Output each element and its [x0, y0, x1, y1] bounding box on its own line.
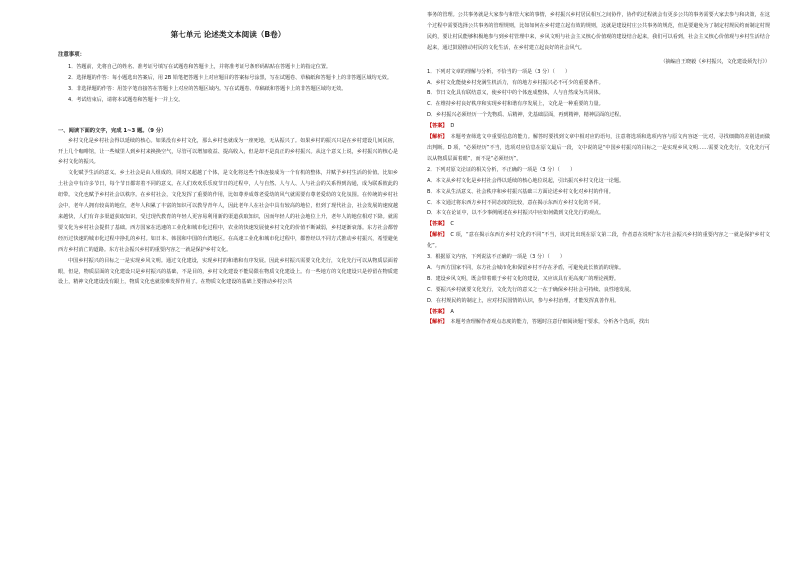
notice-item: 4．考试结束后，请将本试题卷和答题卡一并上交。 [68, 96, 184, 103]
question-stem: 2．下列对原文论证的相关分析，不正确的一项是（3 分）（ ） [427, 166, 576, 173]
question-2 [427, 165, 770, 252]
section-heading: 一、阅读下面的文字，完成 1~3 题。（9 分） [58, 127, 167, 134]
option-b: B．本文从生活意义、社会秩序和乡村振兴基础三方面论述乡村文化对乡村的作用。 [427, 188, 614, 195]
option-c: C．在维持乡村良好秩序和实现乡村和谐有序发展上，文化是一种重要的力量。 [427, 101, 604, 108]
analysis-label: 【解析】 [427, 134, 448, 141]
analysis [427, 317, 770, 328]
option-d: D．在村规民约的制定上，应对村民国情的认识，参与乡村治理，才能发挥真善作用。 [427, 297, 620, 304]
option-c: C．要振兴乡村就要文化先行，文化先行的意义之一在于确保乡村社会可持续、良性地发展。 [427, 286, 635, 293]
analysis-text: 本题考查筛选文中重要信息的能力。解答时要找到文章中相对应的语句，注意将选项和选项内容与原文内容逐一比对，寻找细微的差别进而做出判断。D 项，“必须经历”不当，选项对应信息在原文最后一段，文中说的是“中国乡村振兴的目标之一是实现乡风文明……需要文化先行，文化先行可以从物质层面着眼”，而不是“必须经历”。 [427, 134, 770, 162]
answer-line [427, 219, 770, 230]
analysis-text: C 项，“意在揭示东西方乡村文化的不同”不当，该对比出现在原文第二段，作者意在说明“东方社会振兴乡村的重要内容之一就是保护乡村文化”。 [427, 232, 770, 250]
passage-paragraph: 文化赋予生活的意义。乡土社会是由人组成的，同时又超越了个体，是文化将这些个体连接成为一个有机的整体，并赋予乡村生活的价值。比如乡土社会中有许多节日，每个节日都寄着不同的意义。在人们欢欢乐乐度节日的过程中，人与自然、人与人、人与社会的关系得到沟通，成为联系彼此的纽带。文化也赋予乡村社会以秩序。在乡村社会，文化发挥了重要的作用，比如尊养成尊老爱幼的风气就需要有尊老爱幼的文化氛围。在传统的乡村社会中，老年人拥有较高的地位，老年人积累了丰富的知识可以教导青年人，因此老年人在社会中具有较高的地位，但到了现代社会，社会发展的速度越来越快，人们有许多渠道获取知识，受过现代教育的年轻人更容易利用新的渠道获取知识，因而年轻人的社会地位上升，老年人的地位相对下降。就需要文化为乡村社会提供了基础。西方国家在迅速的工业化和城市化过程中，农业的快速发展使乡村文化的价值不断减弱，乡村逐渐衰落。东方社会都曾经历过快速的城市化过程中挣扎的乡村。如日本、韩国和中国的台湾地区。在高速工业化和城市化过程中，都曾经以不同方式推动乡村振兴，希望避免西方乡村消亡的道路。东方社会振兴乡村的重要内容之一就是保护乡村文化。 [58, 170, 398, 253]
passage-source: （摘编自王晓毅《乡村振兴，文化建设须先行》） [660, 58, 770, 65]
passage-paragraph: 事务的管理。公共事务就是大家参与和管大家的事情，乡村振兴乡村居民相互之间协作，协作的过程就会有更多公共的事务需要大家去参与和决策，在这个过程中需要选择公共事务的管理规则，比如如何在乡村建立起有效的规则，这就是建设村庄公共事务的规范，但是要避免为了制定村规民约而制定村规民约，要让村民能够积极地参与到乡村管理中来，乡风文明与社会主义核心价值观的建设结合起来，我们可以看到，社会主义核心价值观与乡村生活结合起来，通过鼓励推动村民的文化生活，在乡村建立起良好的社会风气。 [427, 12, 770, 51]
notice-heading: 注意事项： [58, 52, 85, 58]
answer-label: 【答案】 [427, 221, 448, 228]
answer-value: A [450, 308, 454, 315]
analysis-label: 【解析】 [427, 319, 448, 326]
answer-line [427, 307, 770, 318]
analysis-text: 本题考查理解作者观点态度的能力，答题时注意仔细阅读题干要求，分析各个选项，找出 [450, 319, 650, 326]
page-title: 第七单元 论述类文本阅读（B卷） [170, 30, 286, 39]
question-3 [427, 252, 770, 328]
option-a: A．乡村文化能使乡村充满生机活力，有的地方乡村振兴必不可少的重要条件。 [427, 79, 604, 86]
question-stem: 1．下列对文章的理解与分析，不恰当的一项是（3 分）（ ） [427, 68, 571, 75]
notice-item: 3．非选择题的作答：用签字笔直接答在答题卡上对应的答题区域内。写在试题卷、草稿纸和答题卡上的非答题区域均无效。 [68, 85, 347, 92]
option-a: A．与西方国家不同，东方社会城市化和保留乡村不存在矛盾，可避免此长彼消的现象。 [427, 264, 625, 271]
analysis-label: 【解析】 [427, 232, 448, 239]
option-d: D．乡村振兴必须经历一个先物质、后精神，先基础层面，再到精神，精神层面的过程。 [427, 112, 625, 119]
option-d: D．本文在论证中，以不少事例阐述在乡村振兴中应如何做到文化先行的观点。 [427, 210, 605, 217]
answer-line [427, 121, 770, 132]
passage-paragraph: 中国乡村振兴的目标之一是实现乡风文明。通过文化建设，实现乡村的和谐和有序发展。因此乡村振兴需要文化先行，文化先行可以从物质层面着眼，但是，物质层面的文化建设只是乡村振兴的基础，不是目的，乡村文化建设不能局限在物质文化建设上。有一些地方的文化建设只是停留在物质建设上，精神文化建设没有跟上，物质文化也就很难发挥作用了。在物质文化建设的基础上要推动乡村公共 [58, 257, 398, 286]
question-1 [427, 67, 770, 165]
option-b: B．节日文化具有联结意义，使乡村中的个体连成整体，人与自然成为共同体。 [427, 90, 604, 97]
answer-value: C [450, 221, 454, 228]
answer-label: 【答案】 [427, 123, 448, 130]
answer-value: D [450, 123, 455, 130]
option-a: A．本文从乡村文化是乡村社会得以延续的核心地位说起，引出振兴乡村文化这一论题。 [427, 177, 625, 184]
analysis [427, 132, 770, 165]
answer-label: 【答案】 [427, 308, 448, 315]
notice-item: 2．选择题的作答：每小题选出答案后，用 2B 铅笔把答题卡上对应题目的答案标号涂黑，写在试题卷、草稿纸和答题卡上的非答题区域均无效。 [68, 74, 392, 81]
question-stem: 3．根据原文内容，下列说法不正确的一项是（3 分）（ ） [427, 254, 565, 261]
notice-item: 1．答题前，先将自己的姓名、准考证号填写在试题卷和答题卡上，并将准考证号条形码粘贴在答题卡上的指定位置。 [68, 64, 332, 70]
left-column [58, 26, 398, 288]
analysis [427, 230, 770, 252]
passage-paragraph: 乡村文化是乡村社会得以延续的核心。如果没有乡村文化，那么乡村也就成为一座死地，无从振兴了。如果乡村的振兴只是在乡村建设几间民宿，开上几个咖啡馆，让一些城里人到乡村来换换空气，尽管可以增加收益、提高收入，但是却不是真正的乡村振兴。从这个意义上说，乡村振兴的核心是乡村文化的振兴。 [58, 137, 398, 166]
option-c: C．本文通过将东西方乡村不同态度的比较，意在揭示东西方乡村文化的不同。 [427, 199, 604, 206]
right-column [427, 10, 770, 328]
option-b: B．建设乡风文明，既会带着眼于乡村文化的建设，又应该具有更高度广的理论视野。 [427, 275, 619, 282]
